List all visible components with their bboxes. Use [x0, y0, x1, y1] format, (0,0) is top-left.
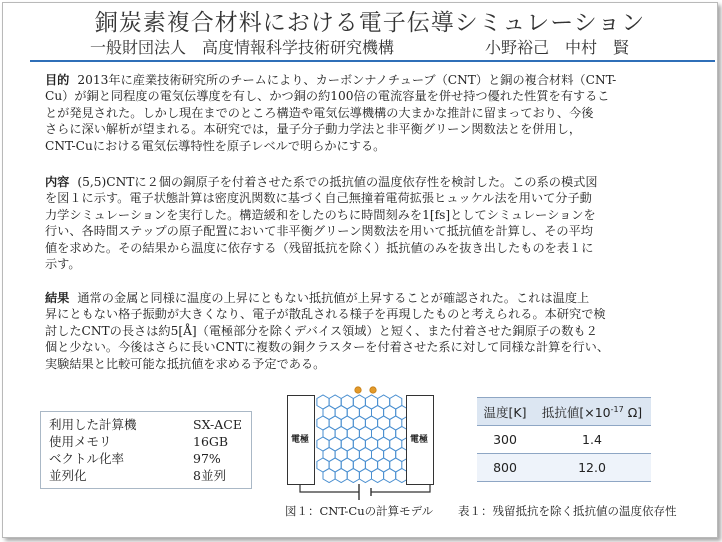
lattice-hexagon [335, 469, 347, 483]
spec-row-vectorization: ベクトル化率 [49, 451, 125, 466]
cell-resistance: 12.0 [533, 454, 651, 482]
lattice-hexagon [384, 469, 396, 483]
resistance-table [477, 397, 651, 482]
content-line: (5,5)CNTに２個の銅原子を付着させた系での抵抗値の温度依存性を検討した。この系の模式図 [77, 175, 598, 189]
content-section [45, 174, 690, 272]
content-line: 値を求めた。その結果から温度に依存する（残留抵抗を除く）抵抗値のみを抜き出したものを表１に [45, 240, 594, 255]
result-line: 昇にともない格子振動が大きくなり、電子が散乱される様子を再現したものと考えられる。本研究で検 [45, 307, 606, 322]
spec-row-computer: 利用した計算機 [49, 417, 137, 432]
content-line: 行い、各時間ステップの原子配置において非平衡グリーン関数法を用いて抵抗値を計算し、その平均 [45, 224, 593, 239]
purpose-line: 2013年に産業技術研究所のチームにより、カーボンナノチューブ（CNT）と銅の複合材料（CNT- [77, 73, 617, 87]
result-line: 討したCNTの長さは約5[Å]（電極部分を除くデバイス領域）と短く、また付着させた銅原子の数も２ [45, 323, 598, 338]
left-electrode: 電極 [287, 395, 315, 485]
content-heading: 内容 [45, 175, 70, 189]
header-rule [30, 60, 715, 62]
purpose-heading: 目的 [45, 73, 70, 87]
header-temperature: 温度[K] [477, 398, 533, 426]
lattice-hexagon [347, 469, 359, 483]
result-line: 通常の金属と同様に温度の上昇にともない抵抗値が上昇することが確認された。これは温度上 [77, 291, 590, 305]
compute-spec-box [40, 411, 252, 489]
content-line: 示す。 [45, 257, 81, 272]
spec-value-parallel: 8並列 [193, 468, 226, 483]
table-caption: 表１：残留抵抗を除く抵抗値の温度依存性 [458, 504, 677, 518]
result-line: 実験結果と比較可能な抵抗値を求める予定である。 [45, 356, 326, 371]
table-header-row [477, 398, 651, 426]
content-line: 力学シミュレーションを実行した。構造緩和をしたのちに時間刻みを1[fs]としてシミュレーションを [45, 207, 596, 222]
result-section [45, 290, 690, 372]
copper-atom [370, 387, 376, 393]
spec-row-parallel: 並列化 [49, 468, 87, 483]
result-heading: 結果 [45, 291, 70, 305]
purpose-section [45, 72, 690, 154]
purpose-line: とが発見された。しかし現在までのところ構造や電気伝導機構の大まかな推計に留まっており、今後 [45, 105, 594, 120]
table-row [477, 426, 651, 454]
author-names: 小野裕己 中村 賢 [485, 38, 630, 57]
purpose-line: Cu）が銅と同程度の電気伝導度を有し、かつ銅の約100倍の電流容量を併せ持つ優れた性質を有するこ [45, 89, 610, 104]
lattice-hexagon [372, 469, 384, 483]
purpose-line: さらに深い解析が望まれる。本研究では，量子分子動力学法と非平衡グリーン関数法とを併用し， [45, 122, 582, 137]
result-line: 個と少ない。今後はさらに長いCNTに複数の銅クラスターを付着させた系に対して同様な計算を行い、 [45, 340, 610, 355]
figure-caption: 図１：CNT-Cuの計算モデル [285, 504, 434, 518]
cnt-lattice [317, 395, 408, 483]
content-line: を図１に示す。電子状態計算は密度汎関数に基づく自己無撞着電荷拡張ヒュッケル法を用いて分子動 [45, 191, 592, 206]
cell-resistance: 1.4 [533, 426, 651, 454]
spec-value-vectorization: 97% [193, 451, 221, 466]
table-row [477, 454, 651, 482]
lattice-hexagon [359, 469, 371, 483]
right-electrode: 電極 [406, 395, 434, 485]
header-resistance: 抵抗値[$\times 10^{-17}$ Ω] [533, 398, 651, 426]
spec-value-computer: SX-ACE [193, 417, 242, 432]
lattice-hexagon [323, 469, 335, 483]
cell-temperature: 800 [477, 454, 533, 482]
page-title: 銅炭素複合材料における電子伝導シミュレーション [94, 10, 646, 36]
cell-temperature: 300 [477, 426, 533, 454]
organization: 一般財団法人 高度情報科学技術研究機構 [90, 38, 395, 57]
copper-atom [355, 387, 361, 393]
spec-value-memory: 16GB [193, 434, 229, 449]
purpose-line: CNT-Cuにおける電気伝導特性を原子レベルで明らかにする。 [45, 138, 386, 153]
spec-row-memory: 使用メモリ [49, 434, 112, 449]
